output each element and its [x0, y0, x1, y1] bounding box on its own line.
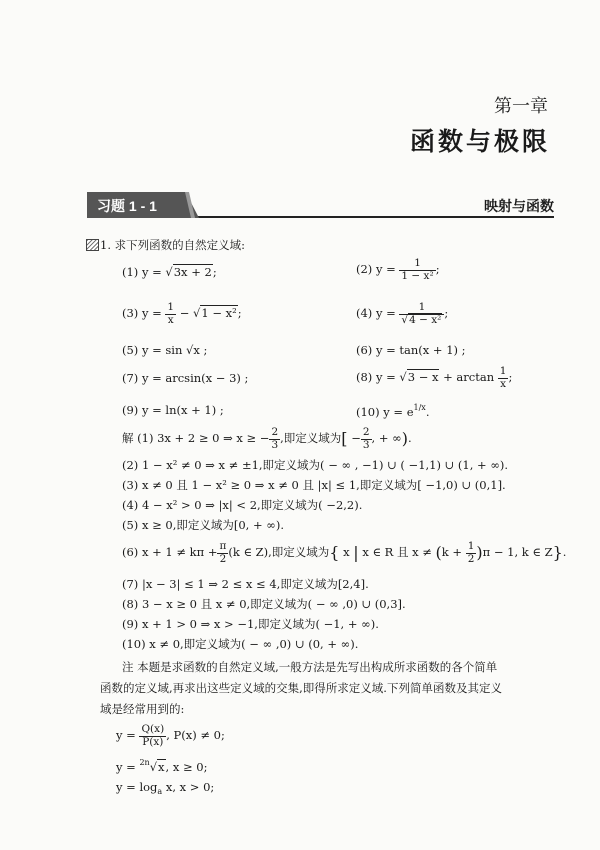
item-4: (4) y = $\frac{1}{\text{√4 − x²}}$ ;	[356, 301, 449, 326]
item-2: (2) y = $\frac{1}{\text{1 − x²}}$ ;	[356, 257, 440, 282]
section-banner	[87, 192, 554, 218]
solution-1: 解 (1) 3x + 2 ≥ 0 ⇒ x ≥ − $\frac{2}{3}$ ,即定义域为[ − $\frac{2}{3}$ , + ∞).	[122, 426, 412, 451]
exercise-label: 习题 1 - 1	[97, 198, 157, 214]
note-formula-1: y = $\frac{Q(x)}{P(x)}$ , P(x) ≠ 0;	[116, 723, 225, 748]
problem-intro: 1. 求下列函数的自然定义域:	[100, 238, 246, 252]
item-5: (5) y = sin √x ;	[122, 343, 208, 357]
note-line-1: 注 本题是求函数的自然定义域,一般方法是先写出构成所求函数的各个简单	[122, 660, 498, 674]
solution-9: (9) x + 1 > 0 ⇒ x > −1,即定义域为( −1, + ∞).	[122, 617, 379, 631]
solution-6: (6) x + 1 ≠ kπ + $\frac{\pi}{2}$ (k ∈ Z),即定义域为{ x | x ∈ R 且 x ≠ (k + $\frac{1}{2}$ )π − 1, k ∈ Z}.	[122, 540, 567, 565]
note-line-2: 函数的定义域,再求出这些定义域的交集,即得所求定义域.下列简单函数及其定义	[100, 681, 502, 695]
item-1: (1) y = √3x + 2;	[122, 265, 217, 279]
item-3: (3) y = $\frac{1}{x}$ − √1 − x²;	[122, 301, 242, 326]
note-formula-3: $y = \log_a x$, x > 0;	[116, 780, 215, 796]
chapter-number: 第一章	[494, 96, 548, 117]
solution-3: (3) x ≠ 0 且 1 − x² ≥ 0 ⇒ x ≠ 0 且 |x| ≤ 1,即定义域为[ −1,0) ∪ (0,1].	[122, 478, 506, 492]
solution-8: (8) 3 − x ≥ 0 且 x ≠ 0,即定义域为( − ∞ ,0) ∪ (0,3].	[122, 597, 406, 611]
exercise-pencil-icon	[86, 239, 99, 251]
item-7: (7) y = arcsin(x − 3) ;	[122, 371, 249, 385]
solution-7: (7) |x − 3| ≤ 1 ⇒ 2 ≤ x ≤ 4,即定义域为[2,4].	[122, 577, 369, 591]
item-10: (10) $y = e^{1/x}$.	[356, 403, 430, 419]
solution-5: (5) x ≥ 0,即定义域为[0, + ∞).	[122, 518, 284, 532]
note-formula-2: y = $^{2n}$√x, x ≥ 0;	[116, 758, 208, 774]
note-line-3: 域是经常用到的:	[100, 702, 185, 716]
item-8: (8) y = √3 − x + arctan $\frac{1}{x}$ ;	[356, 365, 513, 390]
solution-2: (2) 1 − x² ≠ 0 ⇒ x ≠ ±1,即定义域为( − ∞ , −1) ∪ ( −1,1) ∪ (1, + ∞).	[122, 458, 509, 472]
solution-4: (4) 4 − x² > 0 ⇒ |x| < 2,即定义域为( −2,2).	[122, 498, 363, 512]
solution-10: (10) x ≠ 0,即定义域为( − ∞ ,0) ∪ (0, + ∞).	[122, 637, 359, 651]
item-9: (9) y = ln(x + 1) ;	[122, 403, 224, 417]
section-title: 映射与函数	[484, 198, 554, 214]
item-6: (6) y = tan(x + 1) ;	[356, 343, 466, 357]
chapter-title: 函数与极限	[409, 127, 550, 156]
